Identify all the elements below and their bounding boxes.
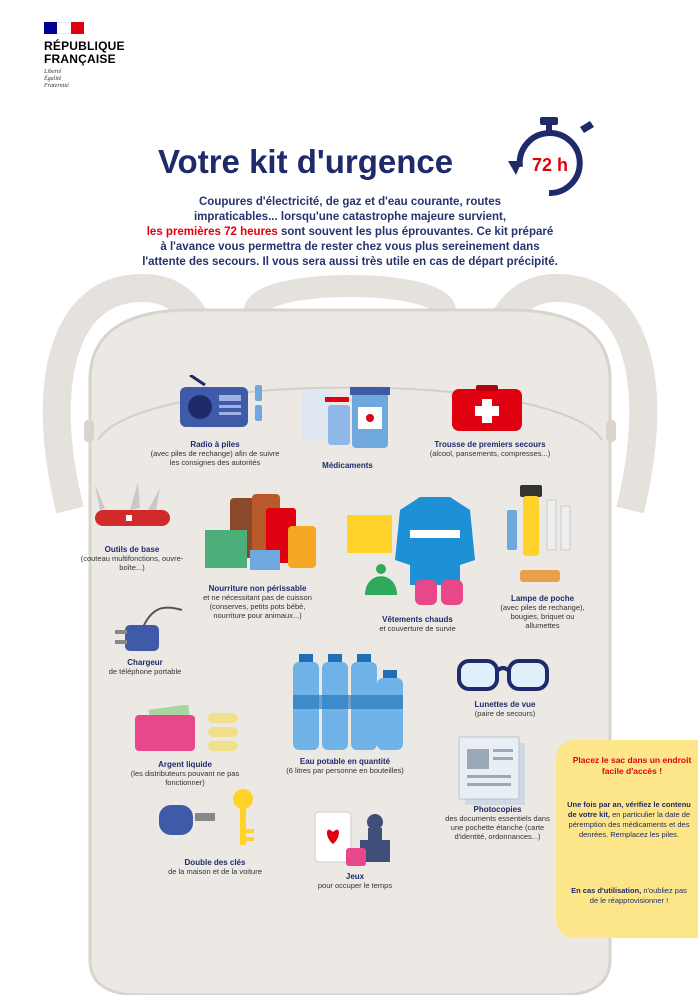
note-title: Placez le sac dans un endroit facile d'accès ! — [572, 755, 692, 776]
stopwatch-icon — [500, 115, 604, 197]
flashlight-icon — [505, 480, 585, 590]
marianne-flag-icon — [44, 22, 84, 34]
item-photocopies: Photocopies des documents essentiels dans une pochette étanche (carte d'identité, ordonnances...) — [445, 805, 550, 841]
item-chargeur: Chargeur de téléphone portable — [108, 658, 182, 676]
cash-icon — [130, 705, 245, 755]
water-bottles-icon — [285, 650, 405, 755]
multitool-icon — [90, 480, 175, 535]
item-cles: Double des clés de la maison et de la voiture — [168, 858, 262, 876]
glasses-icon — [455, 655, 550, 695]
intro-text: Coupures d'électricité, de gaz et d'eau courante, routes impraticables... lorsqu'une catastrophe majeure survient, les premières 72 heures sont souvent les plus éprouvantes. Ce kit préparé à l'avance vous permettra de rester chez vous plus sereinement dans l'attente des secours. Il vous sera aussi très utile en cas de départ précipité. — [142, 196, 558, 268]
first-aid-kit-icon — [450, 385, 526, 435]
note-paragraph-1: Une fois par an, vérifiez le contenu de votre kit, en particulier la date de péremption des médicaments et des denrées. Remplacez les piles. — [567, 800, 691, 839]
item-lunettes: Lunettes de vue (paire de secours) — [474, 700, 536, 718]
page-title: Votre kit d'urgence — [158, 143, 454, 180]
item-outils: Outils de base (couteau multifonctions, ouvre-boîte...) — [80, 545, 184, 572]
medicine-icon — [300, 385, 395, 455]
canned-food-icon — [200, 490, 320, 575]
keys-icon — [155, 785, 270, 850]
warm-clothes-icon — [345, 485, 480, 610]
logo-name: RÉPUBLIQUE FRANÇAISE — [44, 39, 125, 66]
charger-icon — [110, 600, 190, 655]
note-paragraph-2: En cas d'utilisation, n'oubliez pas de le réapprovisionner ! — [571, 886, 687, 905]
logo-motto: Liberté Égalité Fraternité — [44, 69, 69, 89]
timer-label: 72 h — [531, 155, 569, 175]
item-jeux: Jeux pour occuper le temps — [317, 872, 393, 890]
item-trousse: Trousse de premiers secours (alcool, pansements, compresses...) — [429, 440, 551, 458]
item-argent: Argent liquide (les distributeurs pouvant ne pas fonctionner) — [130, 760, 240, 787]
games-icon — [310, 800, 400, 870]
item-nourriture: Nourriture non périssable et ne nécessitant pas de cuisson (conserves, petits pots bébé, nourriture pour animaux...) — [203, 584, 312, 620]
item-eau: Eau potable en quantité (6 litres par personne en bouteilles) — [286, 757, 404, 775]
item-lampe: Lampe de poche (avec piles de rechange), bougies, briquet ou allumettes — [500, 594, 585, 630]
item-medicaments: Médicaments — [322, 461, 373, 470]
radio-icon — [175, 375, 270, 435]
item-radio: Radio à piles (avec piles de rechange) afin de suivre les consignes des autorités — [150, 440, 280, 467]
documents-icon — [455, 735, 535, 807]
item-vetements: Vêtements chauds et couverture de survie — [379, 615, 456, 633]
republique-francaise-logo — [44, 22, 154, 90]
